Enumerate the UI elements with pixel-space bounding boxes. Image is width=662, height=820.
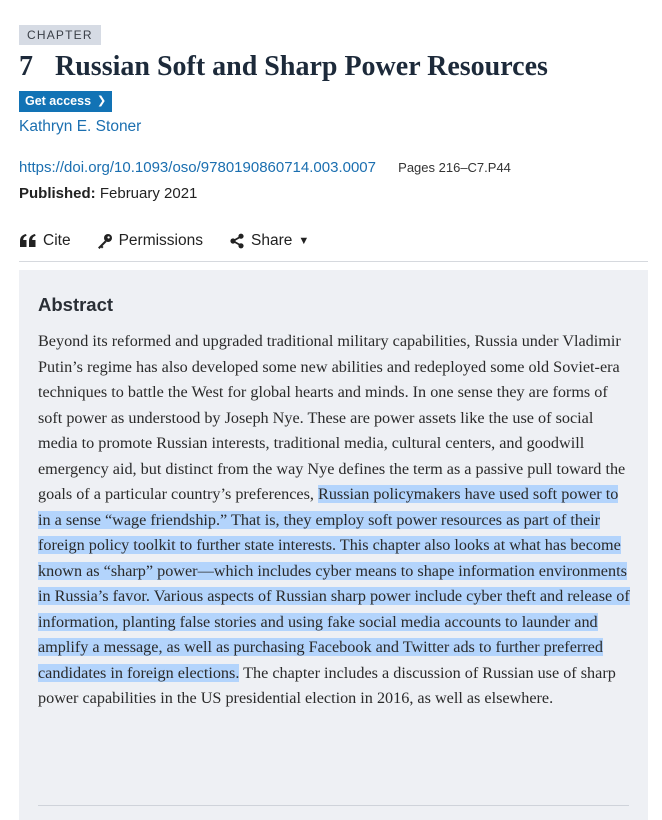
published-value: February 2021 [99,185,198,202]
page-title [19,50,548,84]
abstract-text-start: Beyond its reformed and upgraded traditional military capabilities, Russia under Vladimir Putin’s regime has also developed some new abilities and redeployed some old Soviet-era techniques to battle the West for global hearts and minds. In one sense they are forms of soft power as understood by Joseph Nye. These are power assets like the use of social media to promote Russian interests, traditional media, cultural centers, and goodwill emergency aid, but distinct from the way Nye defines the term as a passive pull toward the goals of a particular country’s preferences, [38,332,626,503]
abstract-text [38,329,630,712]
abstract-text-end: The chapter includes a discussion of Russian use of sharp power capabilities in the US presidential election in 2016, as well as elsewhere. [38,663,616,707]
abstract-section [19,270,648,820]
key-icon [97,233,113,249]
abstract-divider [38,805,629,806]
quote-icon [19,234,37,248]
published-label: Published: [19,185,96,202]
cite-button[interactable] [19,231,71,251]
divider [19,261,648,262]
chapter-title: Russian Soft and Sharp Power Resources [55,51,548,82]
doi-row [19,158,511,178]
chapter-number: 7 [19,51,33,82]
published-date [19,184,197,204]
cite-label: Cite [43,232,71,249]
permissions-label: Permissions [118,232,203,249]
chevron-right-icon: ❯ [97,95,107,107]
author-link[interactable]: Kathryn E. Stoner [19,118,142,135]
permissions-button[interactable] [97,231,203,251]
abstract-heading: Abstract [38,294,114,315]
abstract-text-highlighted: Russian policymakers have used soft power to in a sense “wage friendship.” That is, they employ soft power resources as part of their foreign policy toolkit to further state interests. This chapter also looks at what has become known as “sharp” power—which includes cyber means to shape information environments in Russia’s favor. Various aspects of Russian sharp power include cyber theft and release of information, planting false stories and using fake social media accounts to launder and amplify a message, as well as purchasing Facebook and Twitter ads to further preferred candidates in foreign elections. [38,485,630,682]
share-button[interactable] [229,231,309,251]
article-actions [19,231,335,251]
share-label: Share [251,232,293,249]
caret-down-icon: ▼ [298,235,310,247]
share-icon [229,233,245,249]
page-range: Pages 216–C7.P44 [398,160,511,175]
chapter-badge: CHAPTER [19,25,101,45]
get-access-label: Get access [25,94,92,108]
doi-link[interactable]: https://doi.org/10.1093/oso/9780190860714.003.0007 [19,159,376,176]
get-access-button[interactable] [19,91,112,112]
